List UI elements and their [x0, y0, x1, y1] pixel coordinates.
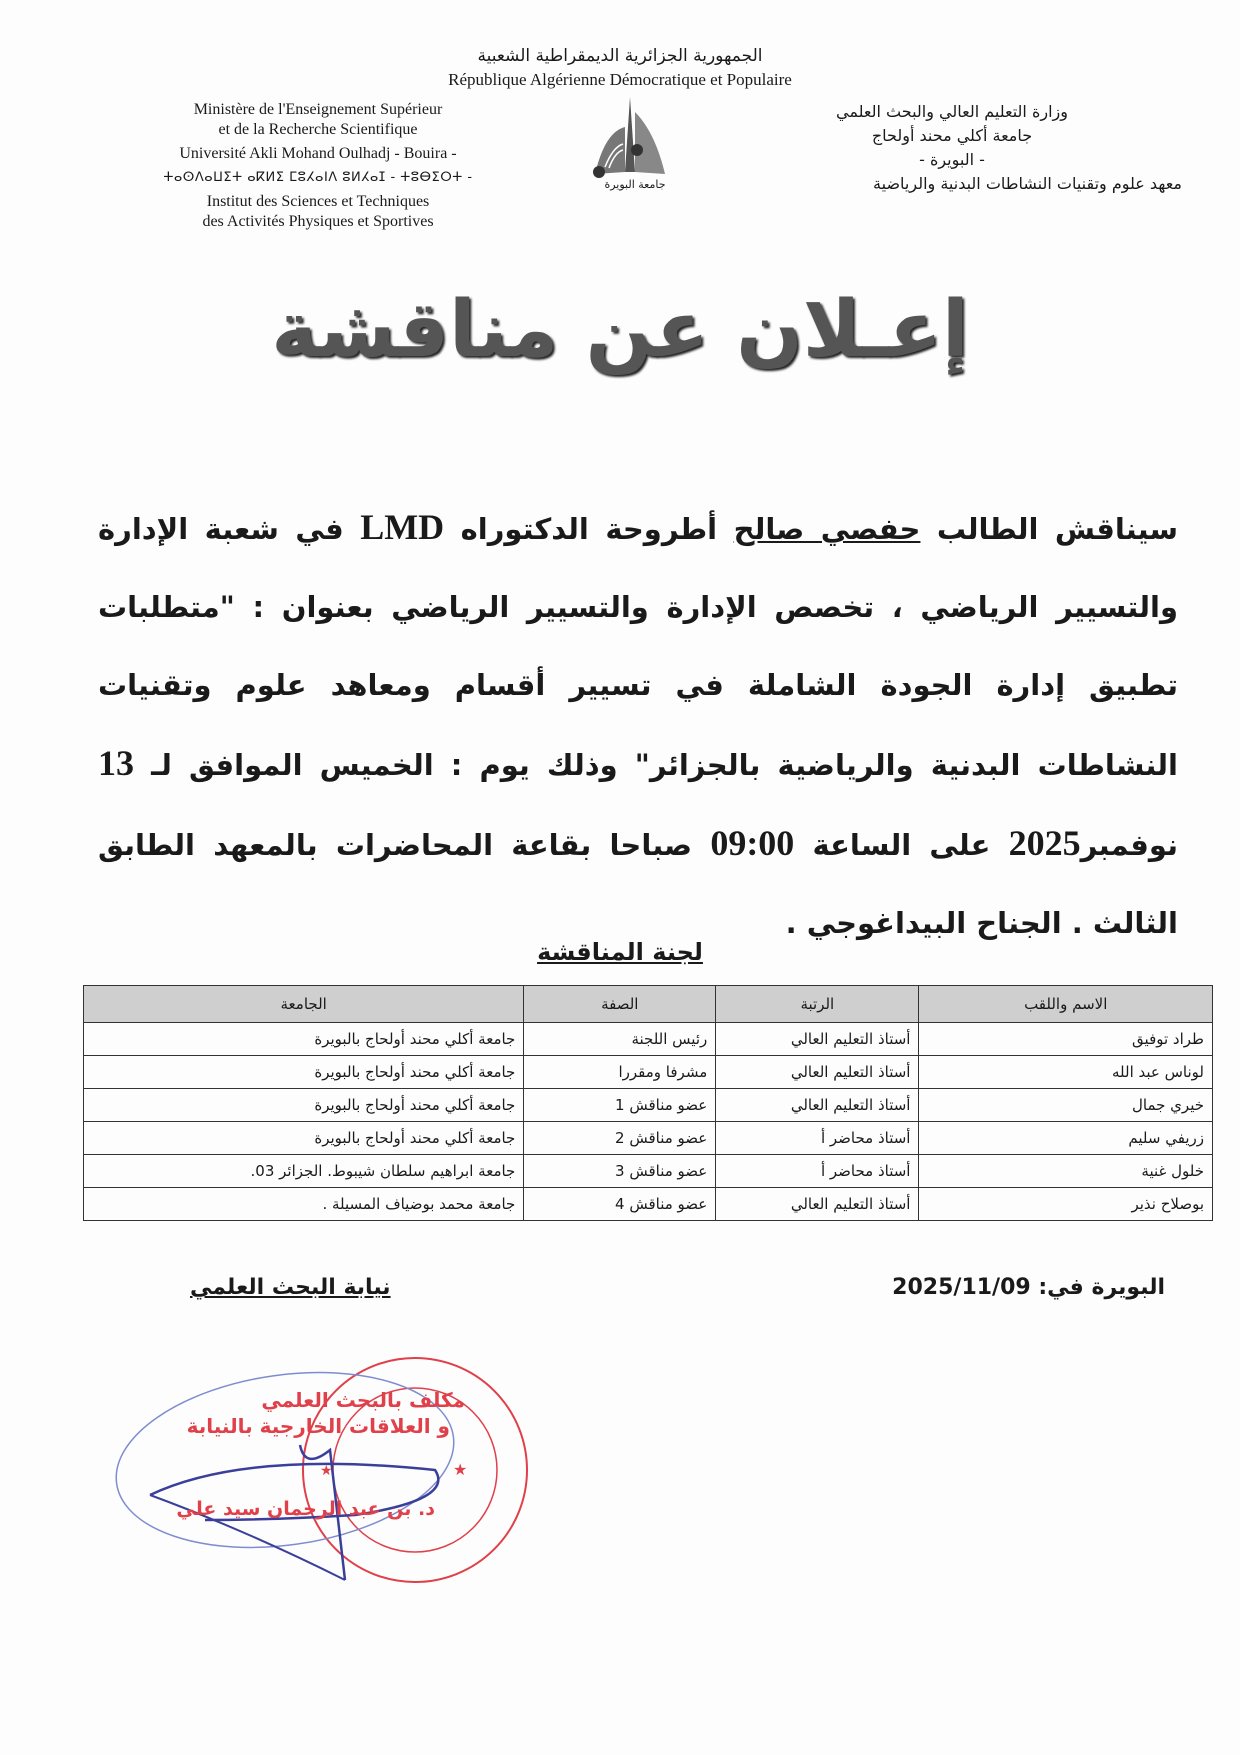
degree-lmd: LMD	[360, 507, 445, 547]
ministry-fr-line2: et de la Recherche Scientifique	[218, 121, 418, 138]
col-name-header: الاسم واللقب	[919, 986, 1213, 1023]
city-ar: - البويرة -	[919, 150, 985, 169]
defense-day: 13	[98, 743, 134, 783]
member-university: جامعة أكلي محند أولحاج بالبويرة	[84, 1089, 524, 1122]
committee-table	[83, 985, 1213, 1221]
ministry-fr-line1: Ministère de l'Enseignement Supérieur	[193, 101, 443, 118]
member-role: مشرفا ومقررا	[524, 1056, 716, 1089]
member-role: عضو مناقش 3	[524, 1155, 716, 1188]
logo-caption: جامعة البويرة	[604, 178, 666, 191]
issuing-office: نيابة البحث العلمي	[190, 1275, 391, 1300]
member-name: خيري جمال	[919, 1089, 1213, 1122]
member-name: طراد توفيق	[919, 1023, 1213, 1056]
table-row	[84, 1089, 1213, 1122]
body-part2: أطروحة الدكتوراه	[444, 512, 734, 546]
svg-text:★: ★	[320, 1463, 333, 1479]
member-rank: أستاذ التعليم العالي	[716, 1056, 919, 1089]
republic-french: République Algérienne Démocratique et Populaire	[448, 70, 792, 89]
member-university: جامعة محمد بوضياف المسيلة .	[84, 1188, 524, 1221]
defense-time: 09:00	[710, 823, 795, 863]
col-university-header: الجامعة	[84, 986, 524, 1023]
university-fr: Université Akli Mohand Oulhadj - Bouira -	[179, 145, 457, 162]
defense-month: نوفمبر	[1080, 828, 1178, 862]
svg-text:★: ★	[453, 1460, 468, 1479]
place-and-date	[892, 1275, 1165, 1300]
member-university: جامعة أكلي محند أولحاج بالبويرة	[84, 1122, 524, 1155]
member-name: لوناس عبد الله	[919, 1056, 1213, 1089]
institute-ar: معهد علوم وتقنيات النشاطات البدنية والرياضية	[873, 174, 1182, 193]
body-part3: في شعبة الإدارة والتسيير الرياضي ، تخصص الإدارة والتسيير الرياضي بعنوان : "متطلبات تطبيق إدارة الجودة الشاملة في تسيير أقسام ومعاهد علوم وتقنيات النشاطات البدنية والرياضية بالجزائر" وذلك يوم : الخميس الموافق لـ	[98, 512, 1178, 782]
stamp-title-line2: و العلاقات الخارجية بالنيابة	[186, 1414, 450, 1438]
member-rank: أستاذ التعليم العالي	[716, 1089, 919, 1122]
member-role: عضو مناقش 1	[524, 1089, 716, 1122]
table-row	[84, 1122, 1213, 1155]
header-arabic-block	[722, 100, 1182, 196]
member-role: عضو مناقش 2	[524, 1122, 716, 1155]
body-part1: سيناقش الطالب	[920, 512, 1178, 546]
institute-fr-line2: des Activités Physiques et Sportives	[202, 213, 434, 230]
member-university: جامعة ابراهيم سلطان شيبوط. الجزائر 03.	[84, 1155, 524, 1188]
table-row	[84, 1023, 1213, 1056]
committee-title: لجنة المناقشة	[537, 938, 703, 966]
ministry-ar: وزارة التعليم العالي والبحث العلمي	[836, 102, 1068, 121]
member-rank: أستاذ التعليم العالي	[716, 1188, 919, 1221]
table-row	[84, 1188, 1213, 1221]
committee-header-row	[84, 986, 1213, 1023]
member-name: خلول غنية	[919, 1155, 1213, 1188]
table-row	[84, 1056, 1213, 1089]
official-stamp-and-signature	[95, 1350, 545, 1620]
place-label: البويرة في:	[1030, 1275, 1165, 1300]
institute-fr-line1: Institut des Sciences et Techniques	[206, 193, 430, 210]
member-role: رئيس اللجنة	[524, 1023, 716, 1056]
announcement-title: إعـلان عن مناقشة	[271, 285, 969, 375]
header-french-block	[108, 100, 528, 232]
member-university: جامعة أكلي محند أولحاج بالبويرة	[84, 1056, 524, 1089]
stamp-signer: د. بن عبد الرحمان سيد علي	[176, 1498, 435, 1520]
table-row	[84, 1155, 1213, 1188]
member-role: عضو مناقش 4	[524, 1188, 716, 1221]
republic-arabic: الجمهورية الجزائرية الديمقراطية الشعبية	[477, 46, 763, 66]
body-part5: صباحا بقاعة المحاضرات بالمعهد الطابق الثالث . الجناح البيداغوجي .	[98, 828, 1178, 940]
member-rank: أستاذ التعليم العالي	[716, 1023, 919, 1056]
member-rank: أستاذ محاضر أ	[716, 1122, 919, 1155]
body-part4: على الساعة	[794, 828, 1009, 862]
issue-date: 2025/11/09	[892, 1275, 1031, 1300]
defense-year: 2025	[1008, 823, 1081, 863]
member-university: جامعة أكلي محند أولحاج بالبويرة	[84, 1023, 524, 1056]
col-role-header: الصفة	[524, 986, 716, 1023]
member-rank: أستاذ محاضر أ	[716, 1155, 919, 1188]
col-rank-header: الرتبة	[716, 986, 919, 1023]
student-name: حفصي صالح	[733, 512, 921, 546]
stamp-title-line1: مكلف بالبحث العلمي	[261, 1388, 465, 1412]
member-name: بوصلاح نذير	[919, 1188, 1213, 1221]
member-name: زريفي سليم	[919, 1122, 1213, 1155]
announcement-body	[98, 488, 1178, 962]
university-ar: جامعة أكلي محند أولحاج	[871, 126, 1033, 145]
university-tifinagh: ⵜⴰⵙⴷⴰⵡⵉⵜ ⴰⴽⵍⵉ ⵎⵓⵃⴰⵏⴷ ⵓⵍⵃⴰⵊ - ⵜⵓⴱⵉⵔⵜ -	[163, 170, 473, 185]
